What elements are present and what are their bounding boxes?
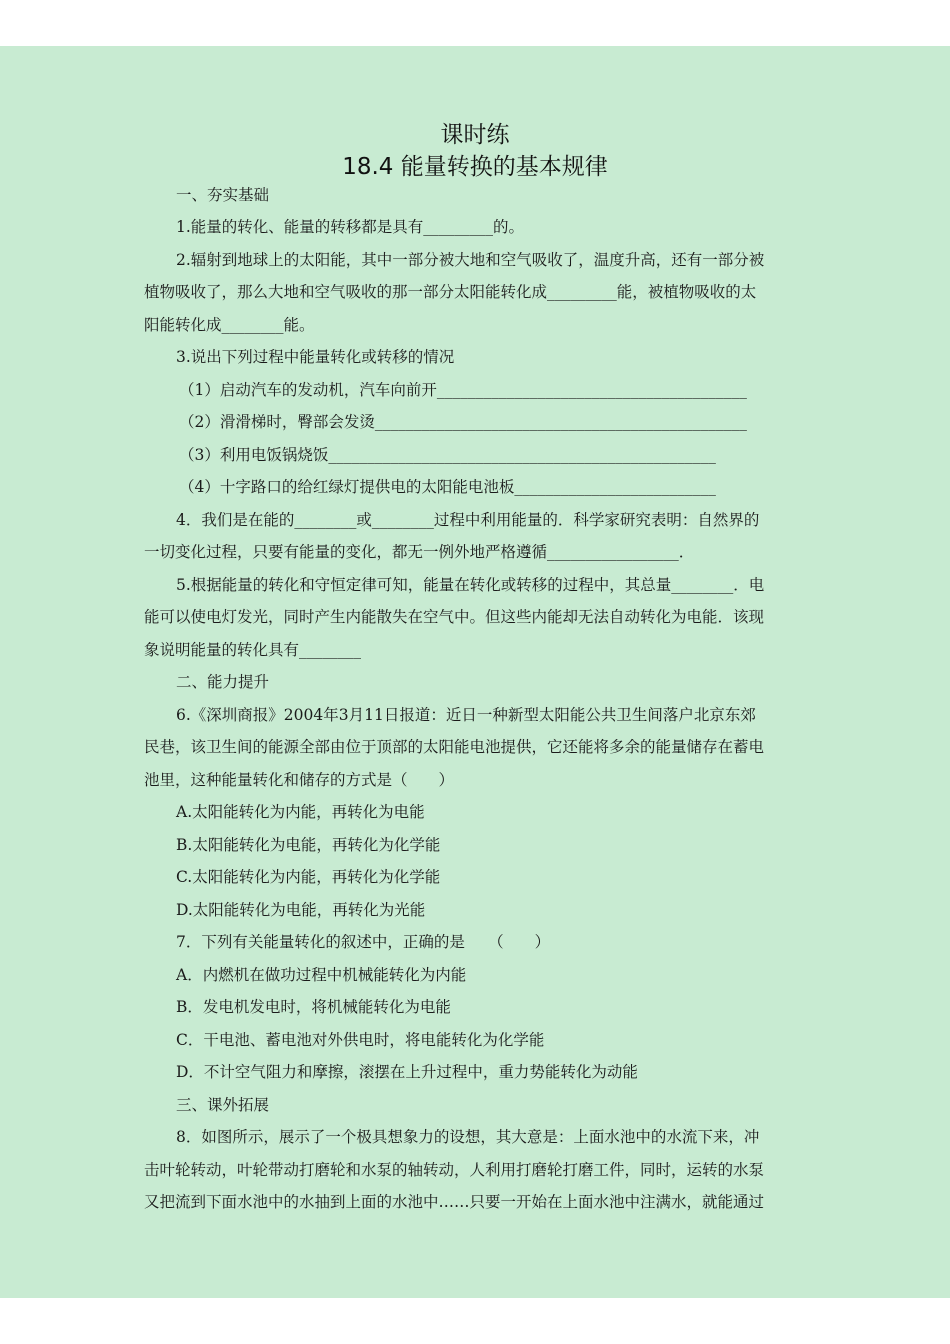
document-page [0,46,950,1298]
question-line: 3.说出下列过程中能量转化或转移的情况 [176,348,455,366]
option-line: B.太阳能转化为电能，再转化为化学能 [176,836,441,854]
section-heading: 一、夯实基础 [176,186,270,204]
section-heading: 三、课外拓展 [176,1096,270,1114]
option-line: A．内燃机在做功过程中机械能转化为内能 [176,966,467,984]
option-line: D．不计空气阻力和摩擦，滚摆在上升过程中，重力势能转化为动能 [176,1063,638,1081]
lesson-title: 18.4 能量转换的基本规律 [342,154,608,180]
page-title: 课时练 [440,122,510,148]
sub-question-line: （3）利用电饭锅烧饭__________________________________________________ [179,446,716,464]
question-line: 击叶轮转动，叶轮带动打磨轮和水泵的轴转动，人利用打磨轮打磨工件，同时，运转的水泵 [144,1161,765,1179]
question-line: 象说明能量的转化具有________ [144,641,362,659]
option-line: A.太阳能转化为内能，再转化为电能 [176,803,425,821]
question-line: 7．下列有关能量转化的叙述中，正确的是 （ ） [176,933,551,951]
question-line: 阳能转化成________能。 [144,316,315,334]
question-line: 一切变化过程，只要有能量的变化，都无一例外地严格遵循_________________． [144,543,695,561]
question-line: 8．如图所示，展示了一个极具想象力的设想，其大意是：上面水池中的水流下来，冲 [176,1128,760,1146]
question-line: 民巷，该卫生间的能源全部由位于顶部的太阳能电池提供，它还能将多余的能量储存在蓄电 [144,738,765,756]
sub-question-line: （4）十字路口的给红绿灯提供电的太阳能电池板__________________________ [179,478,716,496]
option-line: C．干电池、蓄电池对外供电时，将电能转化为化学能 [176,1031,545,1049]
option-line: D.太阳能转化为电能，再转化为光能 [176,901,426,919]
question-line: 1.能量的转化、能量的转移都是具有_________的。 [176,218,525,236]
question-line: 能可以使电灯发光，同时产生内能散失在空气中。但这些内能却无法自动转化为电能．该现 [144,608,765,626]
question-line: 又把流到下面水池中的水抽到上面的水池中……只要一开始在上面水池中注满水，就能通过 [144,1193,765,1211]
option-line: C.太阳能转化为内能，再转化为化学能 [176,868,441,886]
option-line: B．发电机发电时，将机械能转化为电能 [176,998,451,1016]
sub-question-line: （1）启动汽车的发动机，汽车向前开________________________________________ [179,381,747,399]
question-line: 2.辐射到地球上的太阳能，其中一部分被大地和空气吸收了，温度升高，还有一部分被 [176,251,765,269]
sub-question-line: （2）滑滑梯时，臀部会发烫________________________________________________ [179,413,747,431]
question-line: 5.根据能量的转化和守恒定律可知，能量在转化或转移的过程中，其总量________．电 [176,576,765,594]
section-heading: 二、能力提升 [176,673,270,691]
question-line: 4．我们是在能的________或________过程中利用能量的．科学家研究表明：自然界的 [176,511,760,529]
question-line: 6.《深圳商报》2004年3月11日报道：近日一种新型太阳能公共卫生间落户北京东郊 [176,706,756,724]
question-line: 植物吸收了，那么大地和空气吸收的那一部分太阳能转化成_________能，被植物吸收的太 [144,283,757,301]
question-line: 池里，这种能量转化和储存的方式是（ ） [144,771,455,789]
